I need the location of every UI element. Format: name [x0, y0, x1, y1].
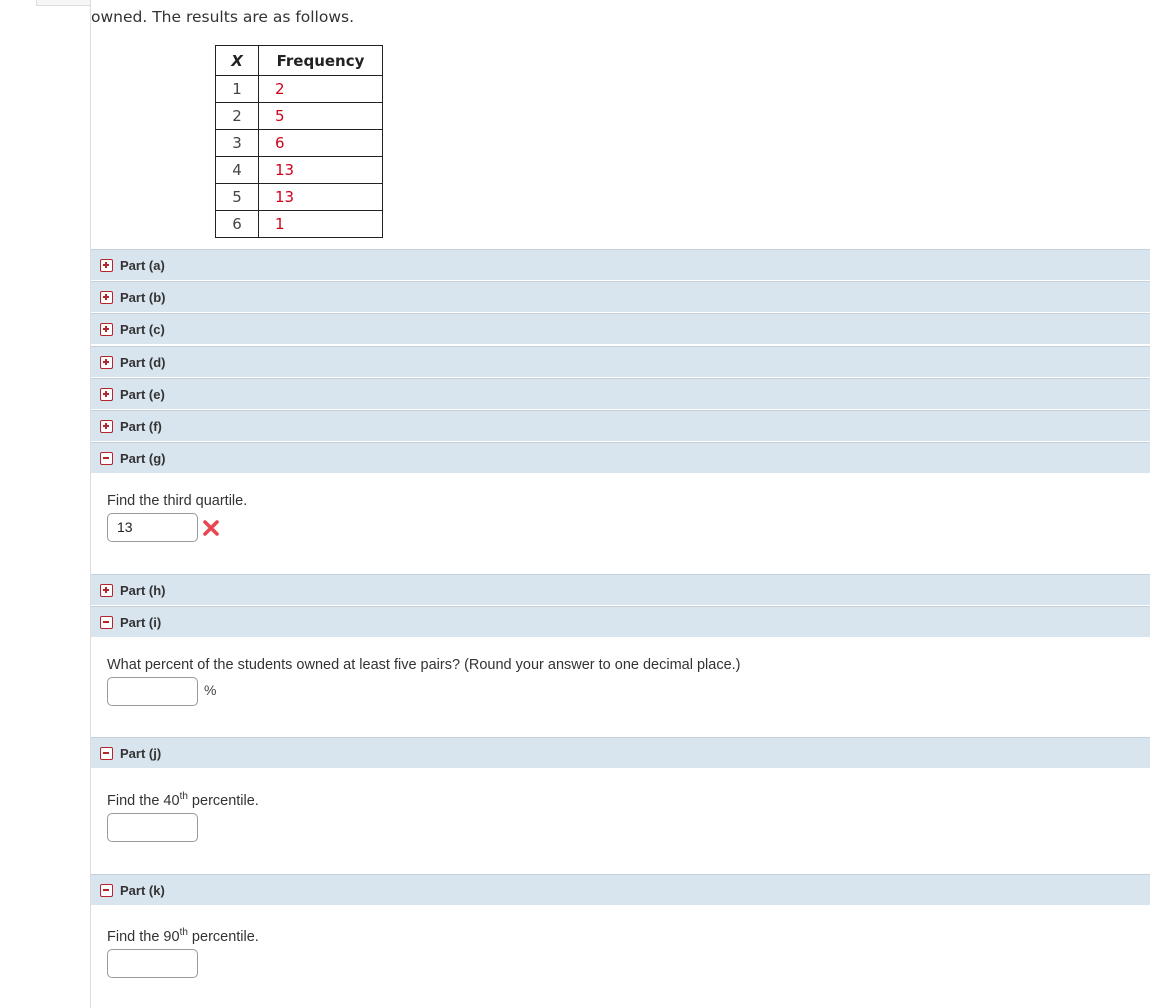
collapse-minus-icon[interactable]	[100, 747, 113, 760]
table-header-x: X	[216, 46, 259, 76]
table-row	[216, 211, 383, 238]
table-cell-frequency: 5	[259, 103, 383, 130]
part-g-header[interactable]	[91, 442, 1150, 473]
part-j-question	[107, 793, 259, 809]
collapse-minus-icon[interactable]	[100, 884, 113, 897]
expand-plus-icon[interactable]	[100, 259, 113, 272]
expand-plus-icon[interactable]	[100, 356, 113, 369]
part-a-header[interactable]	[91, 249, 1150, 280]
part-k-header[interactable]	[91, 874, 1150, 905]
part-k-question-sup: th	[179, 927, 188, 939]
frequency-table	[215, 45, 383, 238]
table-header-row	[216, 46, 383, 76]
expand-plus-icon[interactable]	[100, 291, 113, 304]
part-g-answer-input[interactable]: 13	[107, 513, 198, 542]
table-cell-frequency: 1	[259, 211, 383, 238]
expand-plus-icon[interactable]	[100, 584, 113, 597]
part-e-label: Part (e)	[120, 387, 165, 402]
expand-plus-icon[interactable]	[100, 388, 113, 401]
part-j-question-sup: th	[179, 791, 188, 803]
table-row	[216, 76, 383, 103]
part-j-answer-input[interactable]	[107, 813, 198, 842]
table-row	[216, 103, 383, 130]
part-i-label: Part (i)	[120, 615, 162, 630]
collapse-minus-icon[interactable]	[100, 616, 113, 629]
part-j-question-prefix: Find the 40	[107, 793, 180, 809]
table-cell-x: 5	[216, 184, 259, 211]
table-row	[216, 184, 383, 211]
part-i-answer-input[interactable]	[107, 677, 198, 706]
part-a-label: Part (a)	[120, 258, 165, 273]
table-cell-frequency: 2	[259, 76, 383, 103]
part-i-question: What percent of the students owned at least five pairs? (Round your answer to one decimal place.)	[107, 657, 741, 673]
part-h-header[interactable]	[91, 574, 1150, 605]
part-j-label: Part (j)	[120, 746, 162, 761]
part-c-header[interactable]	[91, 313, 1150, 344]
collapse-minus-icon[interactable]	[100, 452, 113, 465]
intro-text: owned. The results are as follows.	[91, 8, 355, 26]
table-row	[216, 157, 383, 184]
part-d-label: Part (d)	[120, 355, 166, 370]
table-cell-x: 2	[216, 103, 259, 130]
part-d-header[interactable]	[91, 346, 1150, 377]
table-cell-frequency: 13	[259, 157, 383, 184]
table-row	[216, 130, 383, 157]
part-b-label: Part (b)	[120, 290, 166, 305]
table-cell-x: 3	[216, 130, 259, 157]
expand-plus-icon[interactable]	[100, 420, 113, 433]
part-k-question-suffix: percentile.	[187, 929, 259, 945]
percent-unit-label: %	[204, 682, 217, 698]
part-h-label: Part (h)	[120, 583, 166, 598]
expand-plus-icon[interactable]	[100, 323, 113, 336]
table-cell-x: 4	[216, 157, 259, 184]
part-f-header[interactable]	[91, 410, 1150, 441]
part-j-header[interactable]	[91, 737, 1150, 768]
table-cell-frequency: 13	[259, 184, 383, 211]
part-k-question	[107, 929, 259, 945]
part-j-question-suffix: percentile.	[187, 793, 259, 809]
part-f-label: Part (f)	[120, 419, 162, 434]
part-k-question-prefix: Find the 90	[107, 929, 180, 945]
part-c-label: Part (c)	[120, 322, 165, 337]
part-i-header[interactable]	[91, 606, 1150, 637]
part-g-question: Find the third quartile.	[107, 493, 248, 509]
table-header-frequency: Frequency	[259, 46, 383, 76]
part-k-answer-input[interactable]	[107, 949, 198, 978]
part-b-header[interactable]	[91, 281, 1150, 312]
table-cell-x: 6	[216, 211, 259, 238]
table-cell-x: 1	[216, 76, 259, 103]
table-cell-frequency: 6	[259, 130, 383, 157]
part-k-label: Part (k)	[120, 883, 165, 898]
wrong-x-icon	[202, 519, 220, 537]
part-e-header[interactable]	[91, 378, 1150, 409]
part-g-label: Part (g)	[120, 451, 166, 466]
